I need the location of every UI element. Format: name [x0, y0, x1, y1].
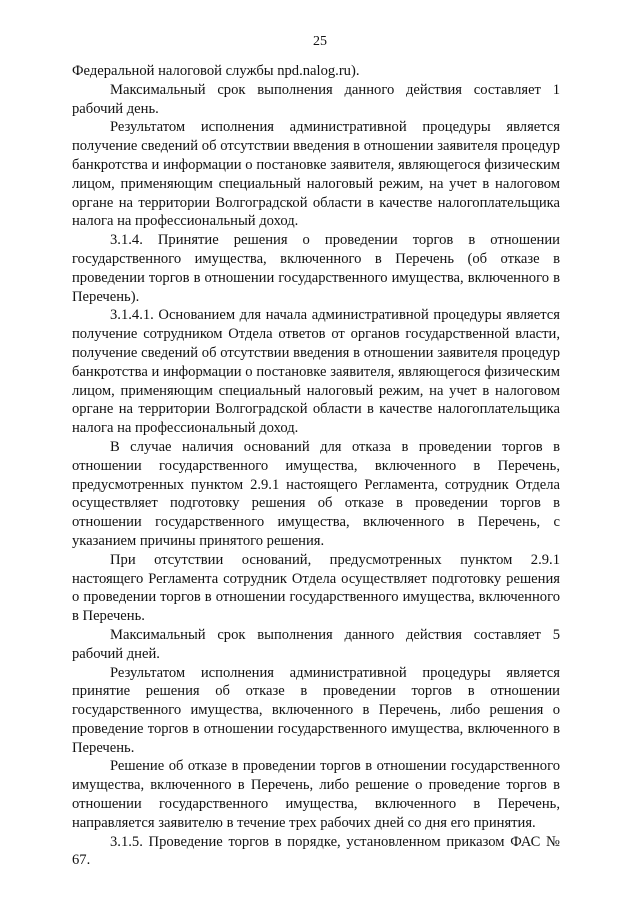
paragraph-deadline-5-days: Максимальный срок выполнения данного действия составляет 5 рабочий дней.	[72, 626, 560, 662]
paragraph-continuation: Федеральной налоговой службы npd.nalog.ru).	[72, 63, 360, 79]
paragraph-result-bankruptcy-info: Результатом исполнения административной процедуры является получение сведений об отсутствии введения в отношении заявителя процедур банкротства и информации о постановке заявителя, являющегося физическим лицом, применяющим специальный налоговый режим, на учет в налоговом органе на территории Волгоградской области в качестве налогоплательщика налога на профессиональный доход.	[72, 119, 560, 230]
paragraph-refusal-grounds: В случае наличия оснований для отказа в проведении торгов в отношении государственного имущества, включенного в Перечень, предусмотренных пунктом 2.9.1 настоящего Регламента, сотрудник Отдела осуществляет подготовку решения об отказе в проведении торгов в отношении государственного имущества, включенного в Перечень, с указанием причины принятого решения.	[72, 438, 560, 549]
section-3-1-5-heading: 3.1.5. Проведение торгов в порядке, установленном приказом ФАС № 67.	[72, 833, 560, 869]
document-body	[72, 62, 560, 870]
paragraph-no-refusal-grounds: При отсутствии оснований, предусмотренных пунктом 2.9.1 настоящего Регламента сотрудник Отдела осуществляет подготовку решения о проведении торгов в отношении государственного имущества, включенного в Перечень.	[72, 551, 560, 625]
page-number: 25	[313, 34, 327, 49]
section-3-1-4-heading: 3.1.4. Принятие решения о проведении торгов в отношении государственного имущества, включенного в Перечень (об отказе в проведении торгов в отношении государственного имущества, включенного в Перечень).	[72, 232, 560, 305]
section-3-1-4-1-paragraph: 3.1.4.1. Основанием для начала административной процедуры является получение сотрудником Отдела ответов от органов государственной власти, получение сведений об отсутствии введения в отношении заявителя процедур банкротства и информации о постановке заявителя, являющегося физическим лицом, применяющим специальный налоговый режим, на учет в налоговом органе на территории Волгоградской области в качестве налогоплательщика налога на профессиональный доход.	[72, 307, 560, 437]
paragraph-result-decision: Результатом исполнения административной процедуры является принятие решения об отказе в проведении торгов в отношении государственного имущества, включенного в Перечень, либо решения о проведение торгов в отношении государственного имущества, включенного в Перечень.	[72, 664, 560, 756]
paragraph-decision-delivery: Решение об отказе в проведении торгов в отношении государственного имущества, включенного в Перечень, либо решение о проведение торгов в отношении государственного имущества, включенного в Перечень, направляется заявителю в течение трех рабочих дней со дня его принятия.	[72, 758, 560, 831]
paragraph-deadline-1-day: Максимальный срок выполнения данного действия составляет 1 рабочий день.	[72, 81, 560, 117]
